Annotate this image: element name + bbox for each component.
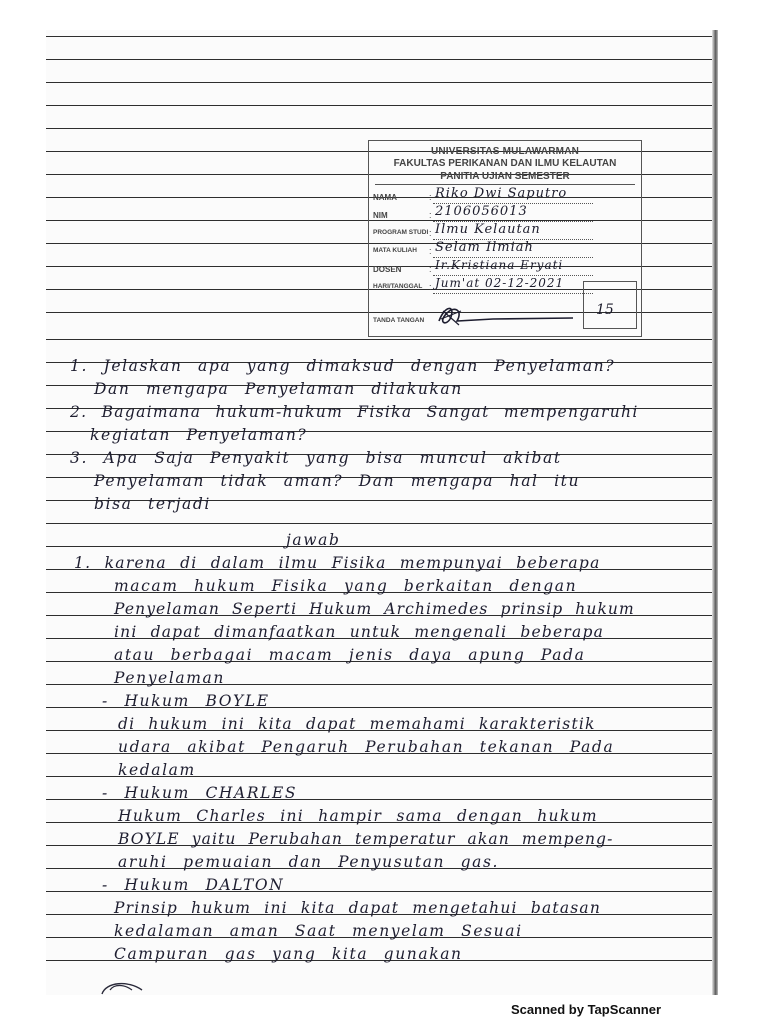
corner-doodle — [98, 980, 148, 996]
stamp-colon: : — [429, 210, 432, 220]
notebook-page — [46, 30, 714, 995]
stamp-label-date: HARI/TANGGAL — [373, 283, 423, 290]
stamp-colon: : — [429, 246, 432, 256]
text-line: 2. Bagaimana hukum-hukum Fisika Sangat mempengaruhi — [70, 403, 639, 421]
text-line: bisa terjadi — [94, 495, 211, 513]
signature-mark — [433, 299, 583, 333]
scanner-watermark: Scanned by TapScanner — [511, 1002, 662, 1017]
stamp-committee: PANITIA UJIAN SEMESTER — [440, 171, 570, 182]
ruled-line — [46, 36, 714, 37]
ruled-line — [46, 523, 714, 524]
text-line: Prinsip hukum ini kita dapat mengetahui batasan — [114, 899, 602, 917]
text-line: macam hukum Fisika yang berkaitan dengan — [114, 577, 578, 595]
text-line: atau berbagai macam jenis daya apung Pada — [114, 646, 586, 664]
stamp-value-dosen: Ir.Kristiana Eryati — [435, 258, 564, 272]
ruled-line — [46, 546, 714, 547]
page-edge — [712, 30, 718, 995]
stamp-university: UNIVERSITAS MULAWARMAN — [430, 146, 580, 157]
stamp-label-dosen: DOSEN — [373, 265, 402, 274]
text-line: Dan mengapa Penyelaman dilakukan — [94, 380, 463, 398]
text-line: di hukum ini kita dapat memahami karakteristik — [118, 715, 596, 733]
stamp-value-date: Jum'at 02-12-2021 — [435, 276, 565, 290]
stamp-label-program: PROGRAM STUDI — [373, 229, 429, 236]
stamp-divider — [375, 184, 635, 185]
stamp-faculty: FAKULTAS PERIKANAN DAN ILMU KELAUTAN — [393, 158, 617, 169]
stamp-value-nim: 2106056013 — [435, 204, 528, 219]
text-line: kegiatan Penyelaman? — [90, 426, 308, 444]
stamp-value-nama: Riko Dwi Saputro — [435, 186, 568, 201]
text-line: jawab — [286, 531, 341, 549]
text-line: 1. karena di dalam ilmu Fisika mempunyai beberapa — [74, 554, 601, 572]
ruled-line — [46, 105, 714, 106]
stamp-colon: : — [429, 282, 432, 292]
score-box — [583, 281, 637, 329]
ruled-line — [46, 59, 714, 60]
text-line: ini dapat dimanfaatkan untuk mengenali beberapa — [114, 623, 605, 641]
ruled-line — [46, 128, 714, 129]
stamp-value-course: Selam Ilmiah — [435, 240, 534, 255]
text-line: Campuran gas yang kita gunakan — [114, 945, 463, 963]
text-line: Hukum Charles ini hampir sama dengan hukum — [118, 807, 598, 825]
text-line: - Hukum DALTON — [102, 876, 285, 894]
text-line: 1. Jelaskan apa yang dimaksud dengan Penyelaman? — [70, 357, 616, 375]
ruled-line — [46, 339, 714, 340]
text-line: Penyelaman Seperti Hukum Archimedes prinsip hukum — [114, 600, 635, 618]
text-line: - Hukum CHARLES — [102, 784, 298, 802]
text-line: udara akibat Pengaruh Perubahan tekanan Pada — [118, 738, 615, 756]
stamp-colon: : — [429, 228, 432, 238]
text-line: - Hukum BOYLE — [102, 692, 270, 710]
stamp-label-nim: NIM — [373, 211, 388, 220]
text-line: BOYLE yaitu Perubahan temperatur akan mempeng- — [118, 830, 614, 848]
stamp-colon: : — [429, 192, 432, 202]
text-line: Penyelaman — [114, 669, 225, 687]
text-line: kedalam — [118, 761, 196, 779]
stamp-label-course: MATA KULIAH — [373, 247, 417, 254]
stamp-underline — [433, 293, 593, 294]
stamp-label-signature: TANDA TANGAN — [373, 317, 425, 324]
score-value: 15 — [596, 302, 614, 318]
ruled-line — [46, 82, 714, 83]
text-line: aruhi pemuaian dan Penyusutan gas. — [118, 853, 500, 871]
text-line: Penyelaman tidak aman? Dan mengapa hal itu — [94, 472, 581, 490]
stamp-colon: : — [429, 264, 432, 274]
text-line: kedalaman aman Saat menyelam Sesuai — [114, 922, 523, 940]
stamp-value-program: Ilmu Kelautan — [435, 222, 541, 237]
text-line: 3. Apa Saja Penyakit yang bisa muncul akibat — [70, 449, 562, 467]
exam-stamp — [368, 140, 642, 337]
stamp-label-nama: NAMA — [373, 193, 397, 202]
